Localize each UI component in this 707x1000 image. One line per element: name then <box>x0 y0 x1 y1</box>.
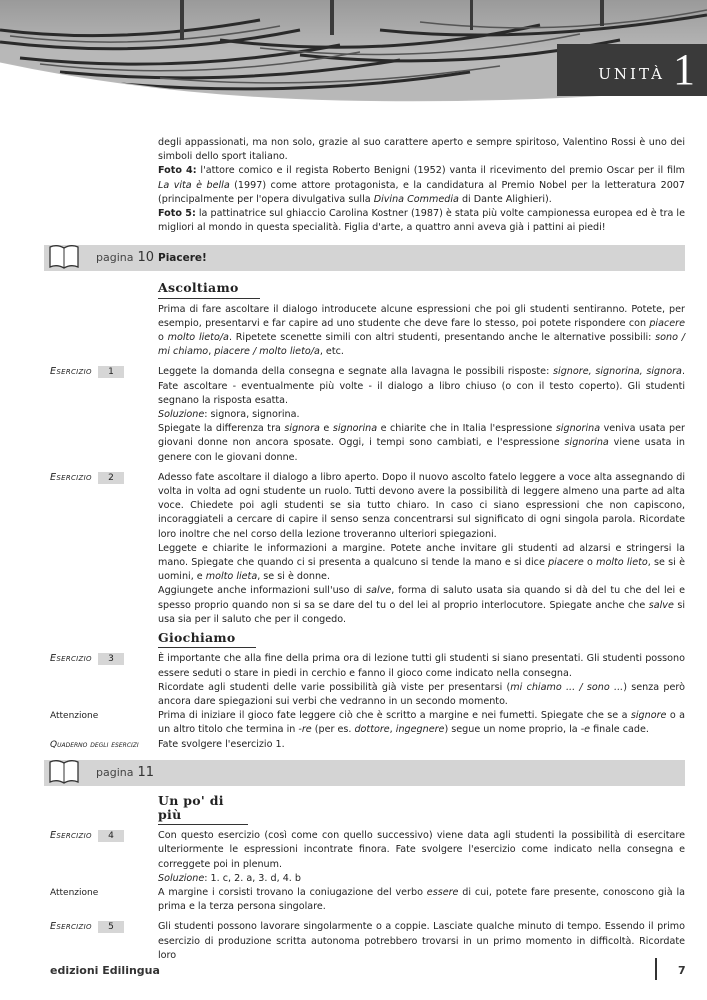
exercise-2-text: Adesso fate ascoltare il dialogo a libro aperto. Dopo il nuovo ascolto fatelo leggere a voce alta assegnando di volta in volta ad ogni studente un ruolo. Tutti devono avere la possibilità di leggere almeno una parte ad alta voce. Chiedete poi agli studenti se sia tutto chiaro. In caso ci siano espressioni che non capiscono, incoraggiateli a cercare di capire il senso senza concentrarsi sul significato di ogni singola parola. Ricordate loro inoltre che nel corso della lezione troveranno ulteriori spiegazioni. <box>158 471 685 540</box>
page-10-title: Piacere! <box>158 252 207 265</box>
attenzione-1-text: Prima di iniziare il gioco fate leggere ciò che è scritto a margine e nei fumetti. Spiegate che se a signore o a un altro titolo che termina in -re (per es. dottore, ingegnere) segue un nome proprio, la -e finale cade. <box>158 710 685 736</box>
page-11-header <box>44 760 685 786</box>
exercise-2-margin-info: Leggete e chiarite le informazioni a margine. Potete anche invitare gli studenti ad alzarsi e stringersi la mano. Spiegate che quando ci si presenta a qualcuno si tende la mano e si dice piacere o molto lieto, se si è uomini, e molto lieta, se si è donne. <box>158 542 685 583</box>
exercise-1-text: Leggete la domanda della consegna e segnate alla lavagna le possibili risposte: signore, signorina, signora. Fate ascoltare - eventualmente più volte - il dialogo a libro chiuso (o con il testo coperto). Gli studenti segnano la risposta esatta. <box>158 366 685 406</box>
exercise-4-number: 4 <box>98 830 124 842</box>
exercise-5 <box>0 920 707 963</box>
exercise-1-label: Esercizio 1 <box>50 365 156 379</box>
exercise-4-label: Esercizio 4 <box>50 829 156 843</box>
header-photo-banner <box>0 0 707 110</box>
exercise-3-label: Esercizio 3 <box>50 652 156 666</box>
exercise-5-text: Gli studenti possono lavorare singolarmente o a coppie. Lasciate qualche minuto di tempo. Essendo il primo esercizio di produzione scritta autonoma potrebbero trovarsi in un primo momento in difficoltà. Ricordate loro <box>158 921 685 961</box>
page-11-label: pagina 11 <box>96 764 155 780</box>
quaderno-esercizi <box>0 738 707 752</box>
exercise-5-number: 5 <box>98 921 124 933</box>
unit-number: 1 <box>673 45 695 94</box>
exercise-1-note: Spiegate la differenza tra signora e signorina e chiarite che in Italia l'espressione signorina veniva usata per giovani donne non ancora sposate. Oggi, i tempi sono cambiati, e l'espressione signorina viene usata in genere con le giovani donne. <box>158 423 685 463</box>
unpo-section <box>0 794 707 825</box>
exercise-2-number: 2 <box>98 472 124 484</box>
foto5-paragraph: Foto 5: la pattinatrice sul ghiaccio Carolina Kostner (1987) è stata più volte campionessa europea ed è tra le migliori al mondo in questa specialità. Figlia d'arte, a quattro anni aveva già i pattini ai piedi! <box>158 208 685 234</box>
intro-paragraph: degli appassionati, ma non solo, grazie al suo carattere aperto e sempre spiritoso, Valentino Rossi è uno dei simboli dello sport italiano. <box>158 137 685 163</box>
quaderno-label: Quaderno degli esercizi <box>50 739 139 750</box>
exercise-2 <box>0 471 707 627</box>
exercise-2-salve: Aggiungete anche informazioni sull'uso di salve, forma di saluto usata sia quando si dà del tu che del lei e spesso proprio quando non si sa se dare del tu o del lei al proprio interlocutore. Spiegate anche che salve si usa sia per il saluto che per il congedo. <box>158 585 686 625</box>
page-10-label: pagina 10 <box>96 250 155 266</box>
unpo-title: Un po' di più <box>158 794 248 825</box>
exercise-4 <box>0 829 707 886</box>
exercise-1-solution: Soluzione: signora, signorina. <box>158 409 300 421</box>
attenzione-2-text: A margine i corsisti trovano la coniugazione del verbo essere di cui, potete fare presente, conoscono già la prima e la terza persona singolare. <box>158 886 685 913</box>
exercise-3 <box>0 652 707 709</box>
ascoltiamo-paragraph: Prima di fare ascoltare il dialogo introducete alcune espressioni che poi gli studenti sentiranno. Potete, per esempio, presentarvi e far capire ad uno studente che deve fare lo stesso, poi potete rispondere con piacere o molto lieto/a. Ripetete scenette simili con altri studenti, presentando anche le alternative possibili: sono / mi chiamo, piacere / molto lieto/a, etc. <box>158 303 686 358</box>
exercise-1 <box>0 365 707 464</box>
exercise-2-label: Esercizio 2 <box>50 471 156 485</box>
giochiamo-section <box>0 631 707 648</box>
exercise-3-text: È importante che alla fine della prima ora di lezione tutti gli studenti si siano presentati. Gli studenti possono essere seduti o stare in piedi in cerchio e fanno il gioco come indicato nella consegna. <box>158 653 685 679</box>
exercise-5-label: Esercizio 5 <box>50 920 156 934</box>
exercise-4-text: Con questo esercizio (così come con quello successivo) viene data agli studenti la possibilità di esercitare ulteriormente le espressioni incontrate finora. Fate svolgere l'esercizio come indicato nella consegna e correggete poi in plenum. <box>158 830 685 870</box>
exercise-3-number: 3 <box>98 653 124 665</box>
giochiamo-title: Giochiamo <box>158 631 256 648</box>
intro-block <box>0 136 707 235</box>
open-book-icon <box>48 756 80 786</box>
exercise-3-reminder: Ricordate agli studenti delle varie possibilità già viste per presentarsi (mi chiamo ... / sono ...) senza però ancora dare spiegazioni sui verbi che vedranno in un secondo momento. <box>158 681 685 707</box>
unit-word: UNITÀ <box>598 64 665 83</box>
foto4-paragraph: Foto 4: l'attore comico e il regista Roberto Benigni (1952) vanta il ricevimento del premio Oscar per il film La vita è bella (1997) come attore protagonista, e la candidatura al Premio Nobel per la letteratura 2007 (principalmente per l'opera divulgativa sulla Divina Commedia di Dante Alighieri). <box>158 165 686 205</box>
unit-badge <box>557 44 707 96</box>
open-book-icon <box>48 241 80 271</box>
exercise-4-solution: Soluzione: 1. c, 2. a, 3. d, 4. b <box>158 872 301 884</box>
ascoltiamo-section <box>0 281 707 359</box>
attenzione-2 <box>0 886 707 914</box>
attenzione-1-label: Attenzione <box>50 711 99 722</box>
exercise-1-number: 1 <box>98 366 124 378</box>
quaderno-text: Fate svolgere l'esercizio 1. <box>158 738 285 750</box>
page-10-header <box>44 245 685 271</box>
ascoltiamo-title: Ascoltiamo <box>158 281 260 298</box>
page-number: 7 <box>678 964 686 977</box>
attenzione-1 <box>0 709 707 737</box>
publisher-name: edizioni Edilingua <box>50 964 160 977</box>
attenzione-2-label: Attenzione <box>50 887 99 898</box>
page-content <box>0 136 707 963</box>
footer-divider <box>655 958 657 980</box>
